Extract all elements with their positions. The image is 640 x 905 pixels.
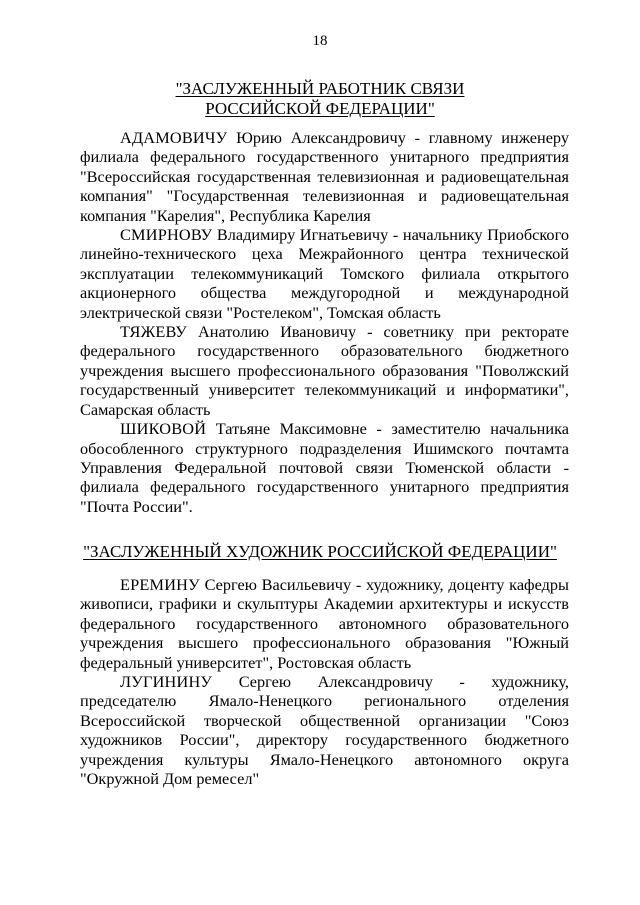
entry-text: Сергею Александровичу - художнику, председателю Ямало-Ненецкого регионального отделения Всероссийской творческой общественной организации "Союз художников России", директору государственного бюджетного учреждения культуры Ямало-Ненецкого автономного округа "Окружной Дом ремесел" [80,672,569,789]
section-title-line: "ЗАСЛУЖЕННЫЙ ХУДОЖНИК РОССИЙСКОЙ ФЕДЕРАЦИИ" [83,542,557,561]
award-entry [80,322,569,419]
section-entries-communications [80,128,569,516]
section-title-line: "ЗАСЛУЖЕННЫЙ РАБОТНИК СВЯЗИ [175,79,465,98]
section-title-line: РОССИЙСКОЙ ФЕДЕРАЦИИ" [205,99,435,118]
entry-text: Анатолию Ивановичу - советнику при ректорате федерального государственного образовательного бюджетного учреждения высшего профессионального образования "Поволжский государственный университет телекоммуникаций и информатики", Самарская область [80,322,569,419]
award-entry [80,575,569,672]
entry-text: Сергею Васильевичу - художнику, доценту кафедры живописи, графики и скульптуры Академии архитектуры и искусств федерального государственного автономного образовательного учреждения высшего профессионального образования "Южный федеральный университет", Ростовская область [80,575,569,672]
entry-surname: ШИКОВОЙ [120,419,207,439]
entry-text: Юрию Александровичу - главному инженеру филиала федерального государственного унитарного предприятия "Всероссийская государственная телевизионная и радиовещательная компания" "Государственная телевизионная и радиовещательная компания "Карелия", Республика Карелия [80,128,569,225]
entry-text: Татьяне Максимовне - заместителю начальника обособленного структурного подразделения Ишимского почтамта Управления Федеральной почтовой связи Тюменской области - филиала федерального государственного унитарного предприятия "Почта России". [80,419,569,516]
entry-surname: ТЯЖЕВУ [120,322,187,342]
entry-surname: ЕРЕМИНУ [120,575,200,594]
award-entry [80,672,569,788]
entry-surname: СМИРНОВУ [120,225,213,245]
section-title-honored-communications-worker [0,79,640,119]
entry-text: Владимиру Игнатьевичу - начальнику Приобского линейно-технического цеха Межрайонного центра технической эксплуатации телекоммуникаций Томского филиала открытого акционерного общества междугородной и международной электрической связи "Ростелеком", Томская область [80,225,569,322]
section-title-honored-artist [0,542,640,562]
section-entries-artists [80,575,569,788]
award-entry [80,128,569,225]
award-entry [80,225,569,322]
award-entry [80,419,569,516]
entry-surname: ЛУГИНИНУ [120,672,213,692]
entry-surname: АДАМОВИЧУ [120,128,228,147]
page-number: 18 [312,33,328,49]
